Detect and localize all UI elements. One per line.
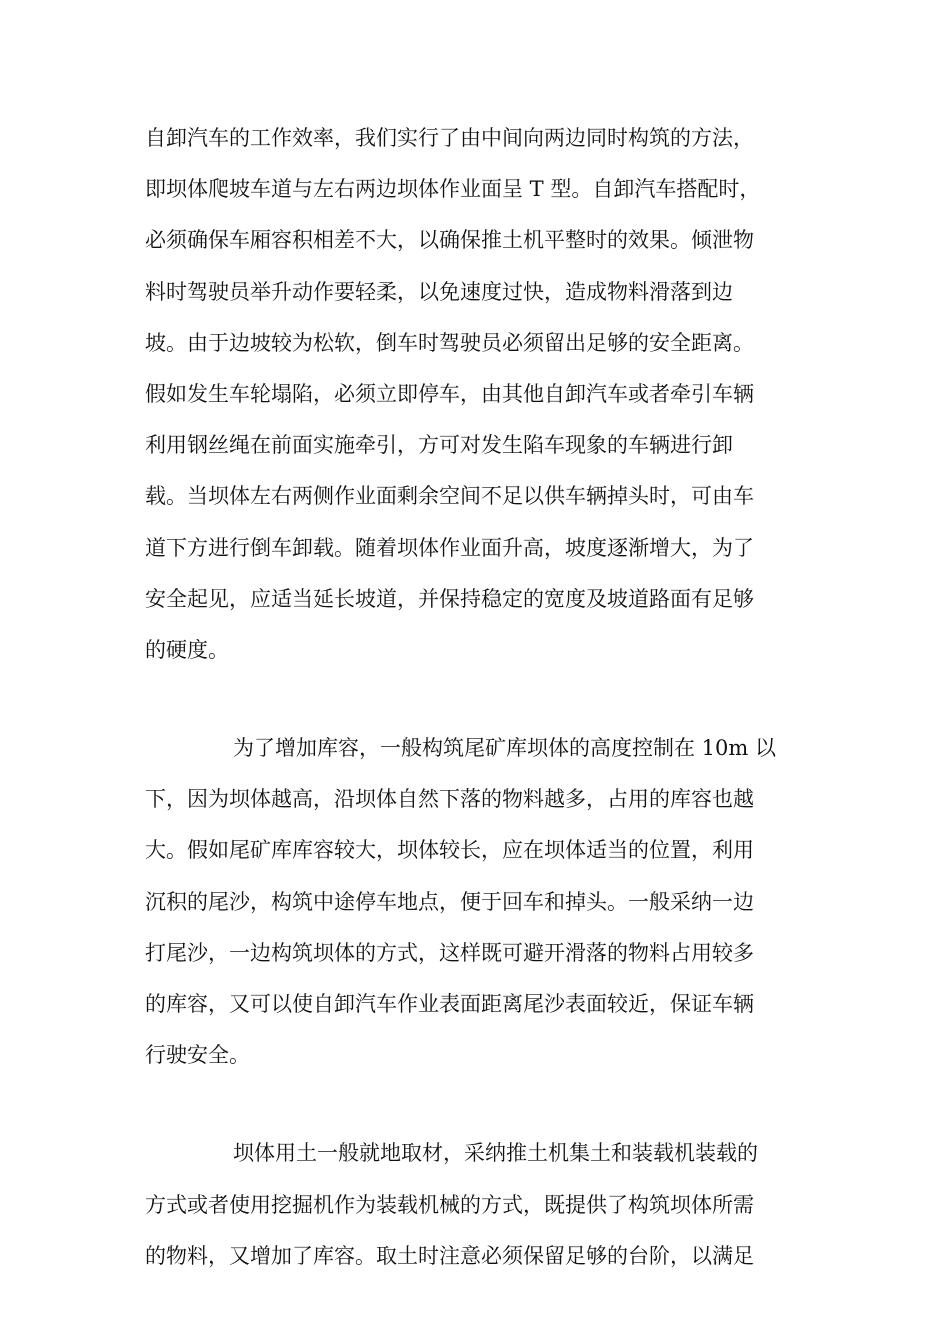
text-line: 方式或者使用挖掘机作为装载机械的方式，既提供了构筑坝体所需 bbox=[145, 1192, 754, 1217]
paragraph bbox=[145, 728, 805, 1086]
text-line: 料时驾驶员举升动作要轻柔，以免速度过快，造成物料滑落到边 bbox=[145, 279, 733, 304]
text-line: 沉积的尾沙，构筑中途停车地点，便于回车和掉头。一般采纳一边 bbox=[145, 889, 754, 914]
text-line: 坝体用土一般就地取材，采纳推土机集土和装载机装载的 bbox=[233, 1141, 758, 1166]
text-line: 打尾沙，一边构筑坝体的方式，这样既可避开滑落的物料占用较多 bbox=[145, 940, 754, 965]
text-line: 的物料，又增加了库容。取土时注意必须保留足够的台阶，以满足 bbox=[145, 1243, 754, 1268]
text-line: 坡。由于边坡较为松软，倒车时驾驶员必须留出足够的安全距离。 bbox=[145, 330, 754, 355]
text-line: 自卸汽车的工作效率，我们实行了由中间向两边同时构筑的方法， bbox=[145, 126, 754, 150]
text-line: 假如发生车轮塌陷，必须立即停车，由其他自卸汽车或者牵引车辆 bbox=[145, 381, 754, 406]
document-body bbox=[145, 118, 805, 1287]
text-line: 道下方进行倒车卸载。随着坝体作业面升高，坡度逐渐增大，为了 bbox=[145, 535, 754, 560]
text-line: 利用钢丝绳在前面实施牵引，方可对发生陷车现象的车辆进行卸 bbox=[145, 433, 733, 458]
text-line: 大。假如尾矿库库容较大，坝体较长，应在坝体适当的位置，利用 bbox=[145, 838, 754, 863]
paragraph bbox=[145, 118, 805, 681]
text-line: 载。当坝体左右两侧作业面剩余空间不足以供车辆掉头时，可由车 bbox=[145, 484, 754, 509]
text-line: 必须确保车厢容积相差不大，以确保推土机平整时的效果。倾泄物 bbox=[145, 228, 754, 253]
text-line: 下，因为坝体越高，沿坝体自然下落的物料越多，占用的库容也越 bbox=[145, 787, 754, 812]
paragraph-spacing bbox=[145, 681, 805, 728]
text-line: 为了增加库容，一般构筑尾矿库坝体的高度控制在 10m 以 bbox=[233, 736, 776, 761]
text-line: 行驶安全。 bbox=[145, 1043, 250, 1068]
text-line: 即坝体爬坡车道与左右两边坝体作业面呈 T 型。自卸汽车搭配时， bbox=[145, 177, 761, 202]
text-line: 的硬度。 bbox=[145, 637, 229, 662]
paragraph-spacing bbox=[145, 1086, 805, 1133]
paragraph bbox=[145, 1133, 805, 1287]
text-line: 的库容，又可以使自卸汽车作业表面距离尾沙表面较近，保证车辆 bbox=[145, 992, 754, 1016]
text-line: 安全起见，应适当延长坡道，并保持稳定的宽度及坡道路面有足够 bbox=[145, 586, 754, 611]
